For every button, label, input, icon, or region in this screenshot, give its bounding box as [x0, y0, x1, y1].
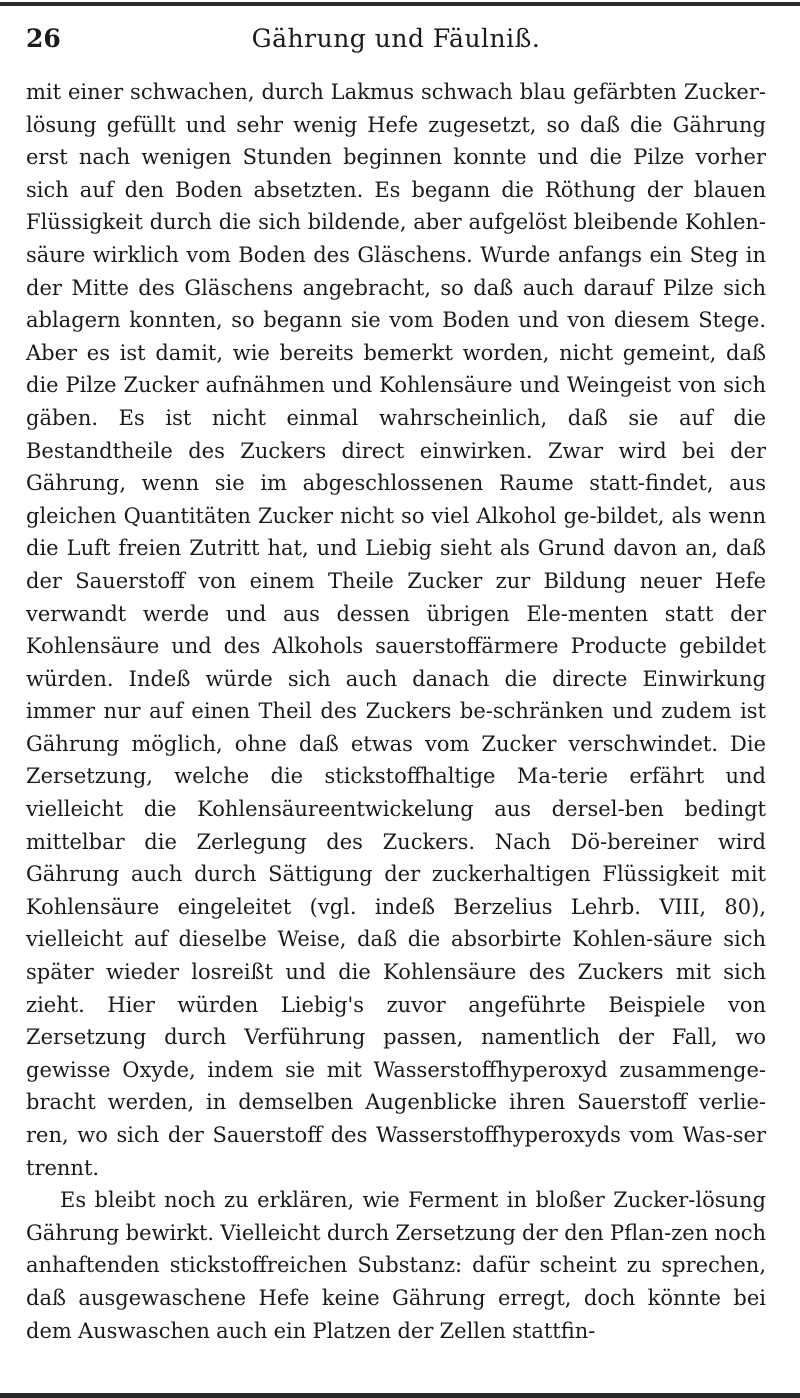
running-head: Gährung und Fäulniß. [251, 24, 541, 53]
page-header [26, 20, 766, 66]
page-number: 26 [26, 24, 61, 53]
paragraph-1: mit einer schwachen, durch Lakmus schwach blau gefärbten Zucker-lösung gefüllt und sehr wenig Hefe zugesetzt, so daß die Gährung erst nach wenigen Stunden beginnen konnte und die Pilze vorher sich auf den Boden absetzten. Es begann die Röthung der blauen Flüssigkeit durch die sich bildende, aber aufgelöst bleibende Kohlen-säure wirklich vom Boden des Gläschens. Wurde anfangs ein Steg in der Mitte des Gläschens angebracht, so daß auch darauf Pilze sich ablagern konnten, so begann sie vom Boden und von diesem Stege. Aber es ist damit, wie bereits bemerkt worden, nicht gemeint, daß die Pilze Zucker aufnähmen und Kohlensäure und Weingeist von sich gäben. Es ist nicht einmal wahrscheinlich, daß sie auf die Bestandtheile des Zuckers direct einwirken. Zwar wird bei der Gährung, wenn sie im abgeschlossenen Raume statt-findet, aus gleichen Quantitäten Zucker nicht so viel Alkohol ge-bildet, als wenn die Luft freien Zutritt hat, und Liebig sieht als Grund davon an, daß der Sauerstoff von einem Theile Zucker zur Bildung neuer Hefe verwandt werde und aus dessen übrigen Ele-menten statt der Kohlensäure und des Alkohols sauerstoffärmere Producte gebildet würden. Indeß würde sich auch danach die directe Einwirkung immer nur auf einen Theil des Zuckers be-schränken und zudem ist Gährung möglich, ohne daß etwas vom Zucker verschwindet. Die Zersetzung, welche die stickstoffhaltige Ma-terie erfährt und vielleicht die Kohlensäureentwickelung aus dersel-ben bedingt mittelbar die Zerlegung des Zuckers. Nach Dö-bereiner wird Gährung auch durch Sättigung der zuckerhaltigen Flüssigkeit mit Kohlensäure eingeleitet (vgl. indeß Berzelius Lehrb. VIII, 80), vielleicht auf dieselbe Weise, daß die absorbirte Kohlen-säure sich später wieder losreißt und die Kohlensäure des Zuckers mit sich zieht. Hier würden Liebig's zuvor angeführte Beispiele von Zersetzung durch Verführung passen, namentlich der Fall, wo gewisse Oxyde, indem sie mit Wasserstoffhyperoxyd zusammenge-bracht werden, in demselben Augenblicke ihren Sauerstoff verlie-ren, wo sich der Sauerstoff des Wasserstoffhyperoxyds vom Was-ser trennt. [26, 80, 766, 1180]
top-rule [0, 2, 800, 6]
bottom-rule [0, 1393, 800, 1398]
body-text [26, 76, 766, 1347]
paragraph-2: Es bleibt noch zu erklären, wie Ferment in bloßer Zucker-lösung Gährung bewirkt. Vielleicht durch Zersetzung der den Pflan-zen noch anhaftenden stickstoffreichen Substanz: dafür scheint zu sprechen, daß ausgewaschene Hefe keine Gährung erregt, doch könnte bei dem Auswaschen auch ein Platzen der Zellen stattfin- [26, 1188, 766, 1343]
